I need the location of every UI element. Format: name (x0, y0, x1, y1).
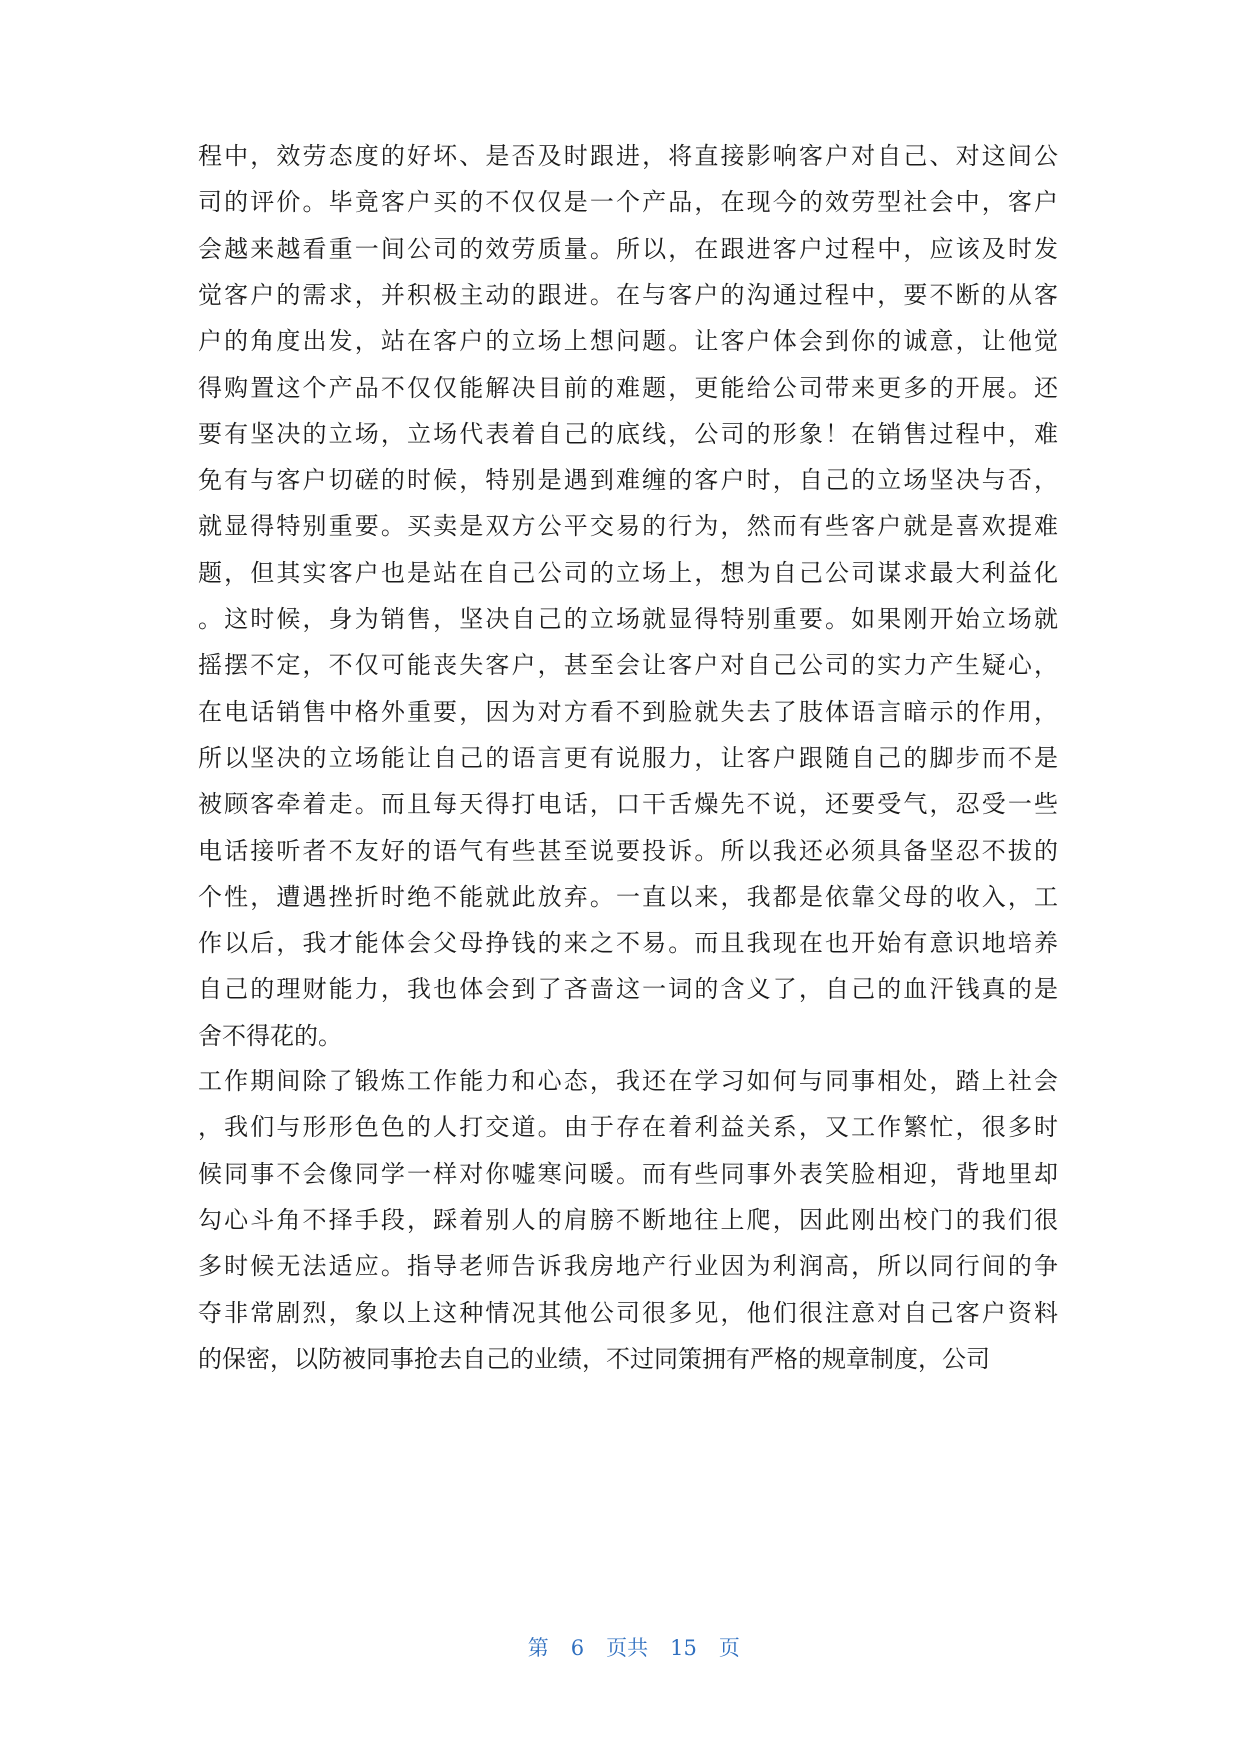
text-line: 作以后，我才能体会父母挣钱的来之不易。而且我现在也开始有意识地培养 (198, 929, 1058, 958)
footer-suffix: 页 (718, 1636, 740, 1660)
text-line: 觉客户的需求，并积极主动的跟进。在与客户的沟通过程中，要不断的从客 (198, 280, 1058, 309)
text-line: 勾心斗角不择手段，踩着别人的肩膀不断地往上爬，因此刚出校门的我们很 (198, 1205, 1058, 1234)
text-line: 得购置这个产品不仅仅能解决目前的难题，更能给公司带来更多的开展。还 (198, 373, 1058, 402)
text-line: 自己的理财能力，我也体会到了吝啬这一词的含义了，自己的血汗钱真的是 (198, 975, 1058, 1004)
text-line: 舍不得花的。 (198, 1021, 342, 1050)
text-line: 候同事不会像同学一样对你嘘寒问暖。而有些同事外表笑脸相迎，背地里却 (198, 1159, 1058, 1188)
text-line: 户的角度出发，站在客户的立场上想问题。让客户体会到你的诚意，让他觉 (198, 327, 1058, 356)
text-line: 免有与客户切磋的时候，特别是遇到难缠的客户时，自己的立场坚决与否， (198, 466, 1058, 495)
text-line: 会越来越看重一间公司的效劳质量。所以，在跟进客户过程中，应该及时发 (198, 234, 1058, 263)
text-line: 程中，效劳态度的好坏、是否及时跟进，将直接影响客户对自己、对这间公 (198, 142, 1058, 170)
text-line: 摇摆不定，不仅可能丧失客户，甚至会让客户对自己公司的实力产生疑心， (198, 651, 1058, 680)
text-line: 被顾客牵着走。而且每天得打电话，口干舌燥先不说，还要受气，忍受一些 (198, 790, 1058, 819)
text-line: 个性，遭遇挫折时绝不能就此放弃。一直以来，我都是依靠父母的收入，工 (198, 882, 1058, 911)
text-line: 就显得特别重要。买卖是双方公平交易的行为，然而有些客户就是喜欢提难 (198, 512, 1058, 541)
footer-total-pages: 15 (670, 1636, 697, 1660)
text-line: 在电话销售中格外重要，因为对方看不到脸就失去了肢体语言暗示的作用， (198, 697, 1058, 726)
text-line: 。这时候，身为销售，坚决自己的立场就显得特别重要。如果刚开始立场就 (198, 605, 1058, 633)
text-line: 所以坚决的立场能让自己的语言更有说服力，让客户跟随自己的脚步而不是 (198, 743, 1058, 772)
text-line: 工作期间除了锻炼工作能力和心态，我还在学习如何与同事相处，踏上社会 (198, 1067, 1058, 1095)
footer-current-page: 6 (570, 1636, 585, 1660)
text-line: 司的评价。毕竟客户买的不仅仅是一个产品，在现今的效劳型社会中，客户 (198, 188, 1058, 217)
text-line: 多时候无法适应。指导老师告诉我房地产行业因为利润高，所以同行间的争 (198, 1252, 1058, 1281)
text-line: 电话接听者不友好的语气有些甚至说要投诉。所以我还必须具备坚忍不拔的 (198, 836, 1058, 865)
footer-middle: 页共 (606, 1636, 649, 1660)
text-line: 要有坚决的立场，立场代表着自己的底线，公司的形象！在销售过程中，难 (198, 419, 1058, 448)
text-line: 题，但其实客户也是站在自己公司的立场上，想为自己公司谋求最大利益化 (198, 558, 1058, 587)
footer-prefix: 第 (527, 1636, 549, 1660)
text-line: 的保密，以防被同事抢去自己的业绩，不过同策拥有严格的规章制度，公司 (198, 1344, 990, 1373)
text-line: 夺非常剧烈，象以上这种情况其他公司很多见，他们很注意对自己客户资料 (198, 1298, 1058, 1327)
text-line: ，我们与形形色色的人打交道。由于存在着利益关系，又工作繁忙，很多时 (198, 1113, 1058, 1142)
page-footer (0, 1608, 1241, 1686)
